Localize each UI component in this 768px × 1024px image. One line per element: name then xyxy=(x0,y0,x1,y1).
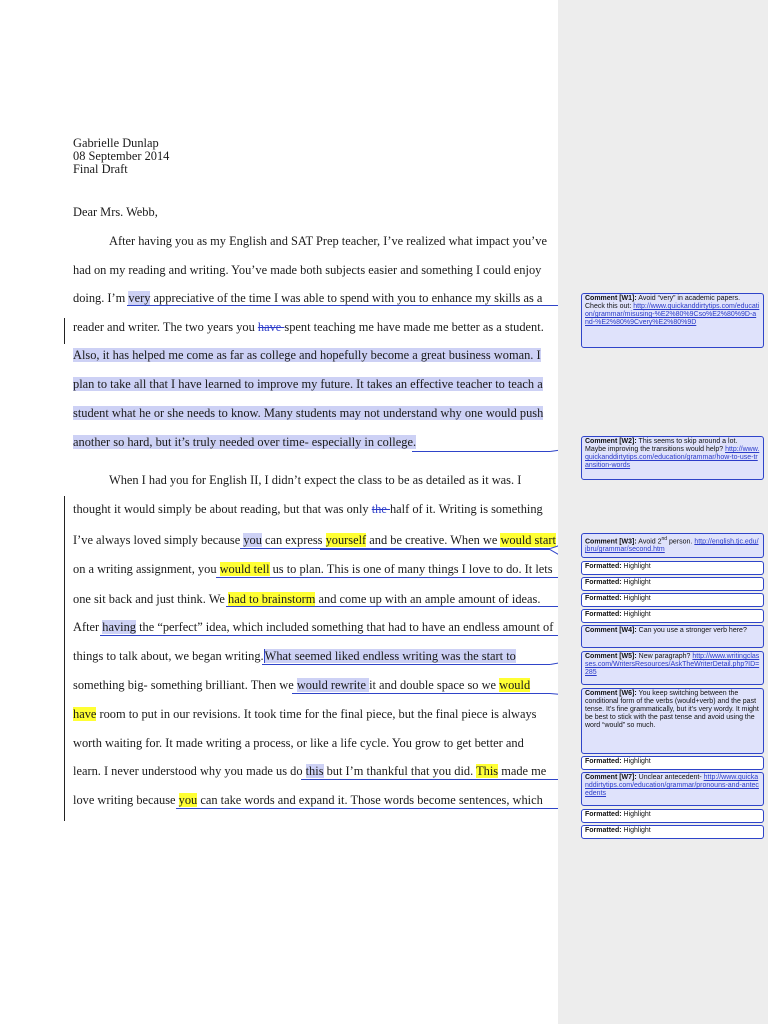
p2-line-3: I’ve always loved simply because you can express yourself and be creative. When we would start xyxy=(73,533,556,547)
p2-line-9: have room to put in our revisions. It took time for the final piece, but the final piece is always xyxy=(73,707,537,721)
formatted-balloon[interactable]: Formatted: Highlight xyxy=(581,593,764,607)
markup-margin-pane xyxy=(558,0,768,1024)
comment-balloon-w7[interactable]: Comment [W7]: Unclear antecedent- http://www.quickanddirtytips.com/education/grammar/pronouns-and-antecedents xyxy=(581,772,764,806)
highlighted-text[interactable]: would xyxy=(499,678,531,692)
p1-line-5 xyxy=(73,348,541,363)
deleted-text[interactable]: have xyxy=(257,320,285,334)
comment-anchor-w1[interactable]: very xyxy=(128,291,151,305)
p2-line-1: When I had you for English II, I didn’t expect the class to be as detailed as it was. I xyxy=(109,473,522,487)
highlighted-text[interactable]: This xyxy=(476,764,499,778)
deleted-text[interactable]: the xyxy=(371,502,390,516)
formatted-balloon[interactable]: Formatted: Highlight xyxy=(581,577,764,591)
comment-balloon-w3[interactable]: Comment [W3]: Avoid 2nd person. http://english.tjc.edu/jbru/grammar/second.htm xyxy=(581,533,764,558)
highlighted-text[interactable]: yourself xyxy=(325,533,367,547)
highlighted-text[interactable]: have xyxy=(73,707,97,721)
p2-line-10: worth waiting for. It made writing a process, or like a life cycle. You grow to get better and xyxy=(73,736,524,750)
p2-line-5: one sit back and just think. We had to brainstorm and come up with an ample amount of ideas. xyxy=(73,592,541,606)
p2-line-7: things to talk about, we began writing.What seemed liked endless writing was the start to xyxy=(73,649,516,663)
comment-connector-w2 xyxy=(412,451,550,452)
formatted-balloon[interactable]: Formatted: Highlight xyxy=(581,609,764,623)
comment-anchor-w3[interactable]: you xyxy=(243,533,262,547)
comment-balloon-w4[interactable]: Comment [W4]: Can you use a stronger verb here? xyxy=(581,625,764,648)
p1-line-6 xyxy=(73,377,543,392)
p1-line-8 xyxy=(73,435,416,450)
salutation: Dear Mrs. Webb, xyxy=(73,205,158,219)
p2-line-2: thought it would simply be about reading, but that was only the half of it. Writing is something xyxy=(73,502,543,516)
comment-balloon-w2[interactable]: Comment [W2]: This seems to skip around a lot. Maybe improving the transitions would help? http://www.quickanddirtytips.com/education/grammar/how-to-use-transition-words xyxy=(581,436,764,480)
p1-line-2: had on my reading and writing. You’ve made both subjects easier and something I could enjoy xyxy=(73,263,542,277)
p1-line-4: reader and writer. The two years you have spent teaching me have made me better as a student. xyxy=(73,320,544,334)
comment-connector-w6 xyxy=(292,693,550,694)
highlighted-text[interactable]: had to brainstorm xyxy=(228,592,316,606)
formatted-balloon[interactable]: Formatted: Highlight xyxy=(581,561,764,575)
format-connector xyxy=(216,577,581,578)
comment-connector-w4 xyxy=(100,635,581,636)
comment-anchor-w4[interactable]: having xyxy=(102,620,136,634)
comment-connector-w5 xyxy=(262,664,550,665)
comment-link[interactable]: http://www.quickanddirtytips.com/education/grammar/how-to-use-transition-words xyxy=(585,446,760,469)
comment-range-w2[interactable]: plan to take all that I have learned to improve my future. It takes an effective teacher to teach a xyxy=(73,377,543,391)
p2-line-4: on a writing assignment, you would tell us to plan. This is one of many things I love to do. It lets xyxy=(73,562,553,576)
comment-balloon-w6[interactable]: Comment [W6]: You keep switching between the conditional form of the verbs (would+verb) and the past tense. It’s fine grammatically, but it’s very wordy. It might be best to stick with the past tense and avoid using the word “would” so much. xyxy=(581,688,764,754)
comment-anchor-w7[interactable]: this xyxy=(305,764,324,778)
comment-connector-w7 xyxy=(301,779,581,780)
p1-line-7 xyxy=(73,406,543,421)
comment-range-w2[interactable]: another so hard, but it’s truly needed over time- especially in college. xyxy=(73,435,417,449)
comment-link[interactable]: http://www.quickanddirtytips.com/education/grammar/misusing-%E2%80%9Cso%E2%80%9D-and-%E2%80%9Cvery%E2%80%9D xyxy=(585,303,760,326)
p2-line-8: something big- something brilliant. Then we would rewrite it and double space so we would xyxy=(73,678,531,692)
author-name: Gabrielle Dunlap xyxy=(73,136,159,150)
formatted-balloon[interactable]: Formatted: Highlight xyxy=(581,809,764,823)
highlighted-text[interactable]: would tell xyxy=(219,562,270,576)
format-connector xyxy=(320,549,550,550)
comment-connector-w1 xyxy=(127,305,581,306)
comment-link[interactable]: http://english.tjc.edu/jbru/grammar/second.htm xyxy=(585,538,759,554)
p2-line-11: learn. I never understood why you made us do this but I’m thankful that you did. This made me xyxy=(73,764,547,778)
highlighted-text[interactable]: would start xyxy=(500,533,556,547)
formatted-balloon[interactable]: Formatted: Highlight xyxy=(581,756,764,770)
format-connector xyxy=(226,606,581,607)
comment-anchor-w5[interactable]: What seemed liked endless writing was the start to xyxy=(264,649,516,663)
comment-range-w2[interactable]: Also, it has helped me come as far as college and hopefully become a great business woman. I xyxy=(73,348,541,362)
p1-line-3: doing. I’m very appreciative of the time I was able to spend with you to enhance my skills as a xyxy=(73,291,543,305)
comment-anchor-w6[interactable]: would rewrite xyxy=(296,678,370,692)
comment-link[interactable]: http://www.quickanddirtytips.com/education/grammar/pronouns-and-antecedents xyxy=(585,774,759,797)
change-bar xyxy=(64,496,65,821)
formatted-balloon[interactable]: Formatted: Highlight xyxy=(581,825,764,839)
comment-balloon-w5[interactable]: Comment [W5]: New paragraph? http://www.writingclasses.com/WritersResources/AskTheWriterDetail.php?ID=285 xyxy=(581,651,764,685)
comment-range-w2[interactable]: student what he or she needs to know. Many students may not understand why one would push xyxy=(73,406,544,420)
p2-line-6: After having the “perfect” idea, which included something that had to have an endless amount of xyxy=(73,620,554,634)
comment-balloon-w1[interactable]: Comment [W1]: Avoid “very” in academic papers. Check this out: http://www.quickanddirtytips.com/education/grammar/misusing-%E2%80%9Cso%E2%80%9D-and-%E2%80%9Cvery%E2%80%9D xyxy=(581,293,764,348)
change-bar xyxy=(64,318,65,344)
comment-link[interactable]: http://www.writingclasses.com/WritersResources/AskTheWriterDetail.php?ID=285 xyxy=(585,653,760,676)
highlighted-text[interactable]: you xyxy=(178,793,198,807)
p2-line-12: love writing because you can take words and expand it. Those words become sentences, which xyxy=(73,793,543,807)
p1-line-1: After having you as my English and SAT Prep teacher, I’ve realized what impact you’ve xyxy=(109,234,547,248)
draft-label: Final Draft xyxy=(73,162,128,176)
format-connector xyxy=(176,808,581,809)
essay-date: 08 September 2014 xyxy=(73,149,170,163)
